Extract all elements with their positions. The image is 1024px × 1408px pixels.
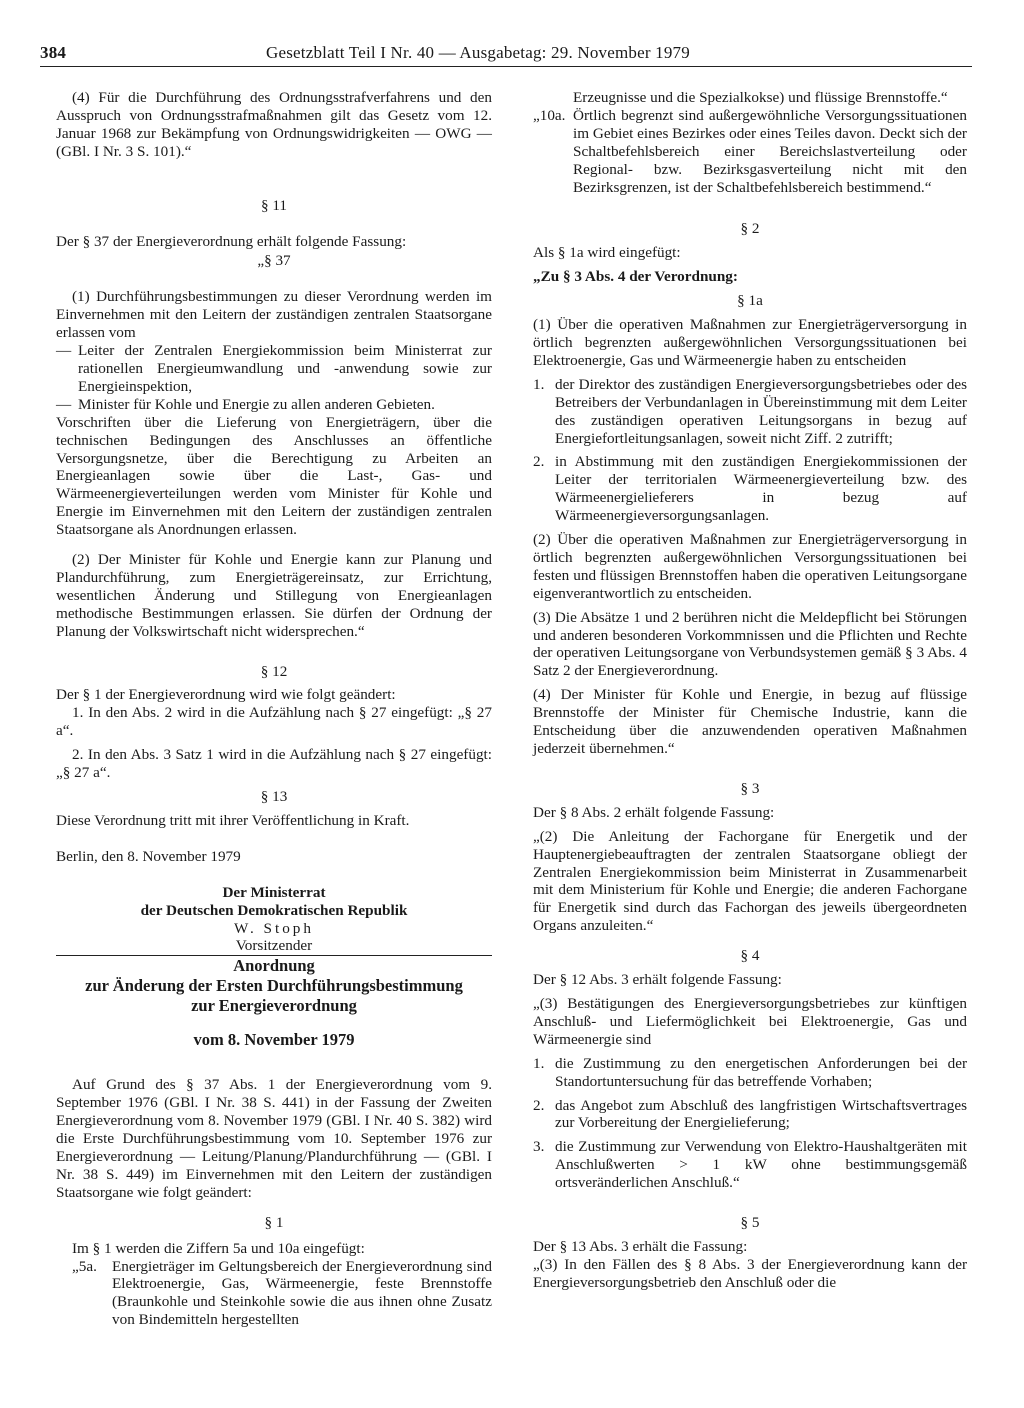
signatory-role: Vorsitzender xyxy=(235,937,313,955)
section-12-item-1: 1. In den Abs. 2 wird in die Aufzählung nach § 27 eingefügt: „§ 27 a“. xyxy=(56,704,492,740)
article-3-intro: Der § 8 Abs. 2 erhält folgende Fassung: xyxy=(533,803,775,821)
section-1a-para-4: (4) Der Minister für Kohle und Energie, in bezug auf flüssige Brennstoffe der Minister für Chemische Industrie, kann die Entscheidung über die anzuwendenden operativen Maßnahmen jederzeit übernehmen.“ xyxy=(533,686,967,757)
article-1-intro: Im § 1 werden die Ziffern 5a und 10a eingefügt: xyxy=(72,1239,365,1257)
dash-item-text: Leiter der Zentralen Energiekommission beim Ministerrat zur rationellen Energieumwandlung und -anwendung sowie zur Energieinspektion, xyxy=(78,342,492,395)
article-4-item-3 xyxy=(533,1138,967,1192)
dash-item-1 xyxy=(56,342,492,396)
item-marker: „10a. xyxy=(533,106,566,124)
section-heading-13: § 13 xyxy=(260,788,288,805)
item-text: die Zustimmung zu den energetischen Anforderungen bei der Standortuntersuchung für das betreffende Vorhaben; xyxy=(555,1054,967,1090)
article-heading-2: § 2 xyxy=(740,220,760,238)
section-1a-heading: § 1a xyxy=(737,292,763,310)
decree-subtitle-2: zur Energieverordnung xyxy=(191,996,357,1016)
signatory-name: W. Stoph xyxy=(234,919,314,937)
dash-item-2 xyxy=(56,396,492,414)
article-2-subheading: „Zu § 3 Abs. 4 der Verordnung: xyxy=(533,268,738,286)
article-heading-5: § 5 xyxy=(740,1214,760,1232)
item-text: die Zustimmung zur Verwendung von Elektro-Haushaltgeräten mit Anschlußwerten > 1 kW ohne bestimmungsgemäß ortsveränderlichen Anschluß.“ xyxy=(555,1138,967,1192)
item-marker: 3. xyxy=(533,1138,545,1156)
section-11-intro: Der § 37 der Energieverordnung erhält folgende Fassung: xyxy=(56,232,407,250)
decree-subtitle-1: zur Änderung der Ersten Durchführungsbestimmung xyxy=(85,976,463,996)
section-12-item-2: 2. In den Abs. 3 Satz 1 wird in die Aufzählung nach § 27 eingefügt: „§ 27 a“. xyxy=(56,746,492,782)
article-5-text: „(3) In den Fällen des § 8 Abs. 3 der Energieverordnung kann der Energieversorgungsbetrieb den Anschluß oder die xyxy=(533,1255,967,1291)
dash-mark: — xyxy=(56,342,72,360)
item-marker: „5a. xyxy=(72,1257,97,1275)
article-heading-1: § 1 xyxy=(264,1213,284,1231)
section-1a-para-1: (1) Über die operativen Maßnahmen zur Energieträgerversorgung in örtlich begrenzten außergewöhnlichen Versorgungssituationen bei Elektroenergie, Gas und Wärmeenergie haben zu entscheiden xyxy=(533,316,967,369)
article-5-intro: Der § 13 Abs. 3 erhält die Fassung: xyxy=(533,1237,748,1255)
item-marker: 1. xyxy=(533,1054,545,1072)
page-header xyxy=(40,43,974,67)
item-5a-continuation: Erzeugnisse und die Spezialkokse) und flüssige Brennstoffe.“ xyxy=(573,89,948,106)
dash-item-text: Minister für Kohle und Energie zu allen anderen Gebieten. xyxy=(78,395,435,413)
section-1a-para-2: (2) Über die operativen Maßnahmen zur Energieträgerversorgung in örtlich begrenzten außergewöhnlichen Versorgungssituationen bei festen und flüssigen Brennstoffen haben die operativen Leitungsorgane eigenverantwortlich zu entscheiden. xyxy=(533,531,967,602)
item-text: Energieträger im Geltungsbereich der Energieverordnung sind Elektroenergie, Gas, Wärmeenergie, feste Brennstoffe (Braunkohle und Steinkohle sowie die aus ihnen ohne Zusatz von Bindemitteln hergestellten xyxy=(112,1257,492,1329)
item-text: in Abstimmung mit den zuständigen Energiekommissionen der Leiter der territorialen Wärmeenergieverteilung bzw. des Wärmeenergielieferers in bezug auf Wärmeenergieversorgungsanlagen. xyxy=(555,453,967,525)
signatory-body-1: Der Ministerrat xyxy=(222,883,326,901)
section-13-text: Diese Verordnung tritt mit ihrer Veröffentlichung in Kraft. xyxy=(56,811,410,829)
item-text: Örtlich begrenzt sind außergewöhnliche Versorgungssituationen im Gebiet eines Bezirkes oder eines Teiles davon. Deckt sich der Schaltbefehlsbereich einer Bereichslastverteilung oder Regional- bzw. Bezirksgasverteilung nicht mit den Bezirksgrenzen, ist der Schaltbefehlsbereich bestimmend.“ xyxy=(573,106,967,196)
item-text: der Direktor des zuständigen Energieversorgungsbetriebes oder des Betreibers der Verbundanlagen in Übereinstimmung mit dem Leiter des zuständigen operativen Leitungsorgans in bezug auf Energiefortleitungsanlagen, soweit nicht Ziff. 2 zutrifft; xyxy=(555,375,967,447)
item-text: das Angebot zum Abschluß des langfristigen Wirtschaftsvertrages zur Vorbereitung der Energielieferung; xyxy=(555,1096,967,1132)
section-12-intro: Der § 1 der Energieverordnung wird wie folgt geändert: xyxy=(56,686,396,704)
article-2-intro: Als § 1a wird eingefügt: xyxy=(533,244,681,262)
article-1-item-10a xyxy=(533,107,967,197)
right-column xyxy=(533,89,967,1292)
item-marker: 2. xyxy=(533,453,545,471)
section-37-regulations: Vorschriften über die Lieferung von Energieträgern, über die technischen Bedingungen des Anschlusses an öffentliche Versorgungsnetze, über die Berechtigung zu Arbeiten an Energieanlagen sowie über die Last-, Gas- und Wärmeenergieverteilungen werden vom Minister für Kohle und Energie im Einvernehmen mit den Leitern der zuständigen zentralen Staatsorgane als Anordnungen erlassen. xyxy=(56,413,492,539)
decree-title: Anordnung xyxy=(233,956,315,976)
article-4-item-2 xyxy=(533,1097,967,1133)
place-date: Berlin, den 8. November 1979 xyxy=(56,847,241,865)
item-marker: 2. xyxy=(533,1096,545,1114)
section-1a-item-2 xyxy=(533,453,967,525)
section-37-para-1: (1) Durchführungsbestimmungen zu dieser Verordnung werden im Einvernehmen mit den Leitern der zuständigen zentralen Staatsorgane erlassen vom xyxy=(56,288,492,342)
section-37-para-2: (2) Der Minister für Kohle und Energie kann zur Planung und Plandurchführung, zum Energieträgereinsatz, zur Errichtung, wesentlichen Änderung und Stillegung von Energieanlagen methodische Bestimmungen erlassen. Sie dürfen der Ordnung der Planung der Volkswirtschaft nicht widersprechen.“ xyxy=(56,551,492,640)
section-1a-para-3: (3) Die Absätze 1 und 2 berühren nicht die Meldepflicht bei Störungen und anderen besonderen Vorkommnissen und die Pflichten und Rechte der operativen Leitungsorgane von Verbundsystemen gemäß § 3 Abs. 4 Satz 2 der Energieverordnung. xyxy=(533,608,967,680)
article-4-item-1 xyxy=(533,1055,967,1091)
left-column xyxy=(56,89,492,1329)
item-marker: 1. xyxy=(533,375,545,393)
section-1a-item-1 xyxy=(533,376,967,448)
running-title: Gesetzblatt Teil I Nr. 40 — Ausgabetag: 29. November 1979 xyxy=(266,43,690,62)
section-heading-11: § 11 xyxy=(260,196,287,214)
article-1-item-5a xyxy=(56,1258,492,1330)
section-37-heading: „§ 37 xyxy=(257,252,291,270)
section-heading-12: § 12 xyxy=(260,662,288,680)
decree-preamble: Auf Grund des § 37 Abs. 1 der Energieverordnung vom 9. September 1976 (GBl. I Nr. 38 S. 441) in der Fassung der Zweiten Energieverordnung vom 8. November 1979 (GBl. I Nr. 40 S. 382) wird die Erste Durchführungsbestimmung vom 10. September 1976 zur Energieverordnung — Leitung/Planung/Plandurchführung — (GBl. I Nr. 38 S. 449) im Einvernehmen mit den Leitern der zuständigen Staatsorgane wie folgt geändert: xyxy=(56,1076,492,1201)
paragraph-4: (4) Für die Durchführung des Ordnungsstrafverfahrens und den Ausspruch von Ordnungsstrafmaßnahmen gilt das Gesetz vom 12. Januar 1968 zur Bekämpfung von Ordnungswidrigkeiten — OWG — (GBl. I Nr. 3 S. 101).“ xyxy=(56,89,492,160)
decree-date: vom 8. November 1979 xyxy=(193,1030,355,1050)
article-heading-3: § 3 xyxy=(740,779,760,797)
article-4-text: „(3) Bestätigungen des Energieversorgungsbetriebes zur künftigen Anschluß- und Liefermöglichkeit bei Elektroenergie, Gas und Wärmeenergie sind xyxy=(533,994,967,1048)
article-heading-4: § 4 xyxy=(740,947,760,965)
signatory-body-2: der Deutschen Demokratischen Republik xyxy=(140,901,408,919)
dash-mark: — xyxy=(56,395,72,413)
page-number: 384 xyxy=(40,43,67,62)
article-4-intro: Der § 12 Abs. 3 erhält folgende Fassung: xyxy=(533,971,782,989)
header-rule xyxy=(40,66,972,67)
article-3-text: „(2) Die Anleitung der Fachorgane für Energetik und der Hauptenergiebeauftragten der zentralen Staatsorgane obliegt der Zentralen Energiekommission beim Ministerrat in Zusammenarbeit mit dem Ministerium für Kohle und Energie; die anderen Fachorgane für Energetik sind durch das Fachorgan des jeweils übergeordneten Organs anzuleiten.“ xyxy=(533,827,967,935)
